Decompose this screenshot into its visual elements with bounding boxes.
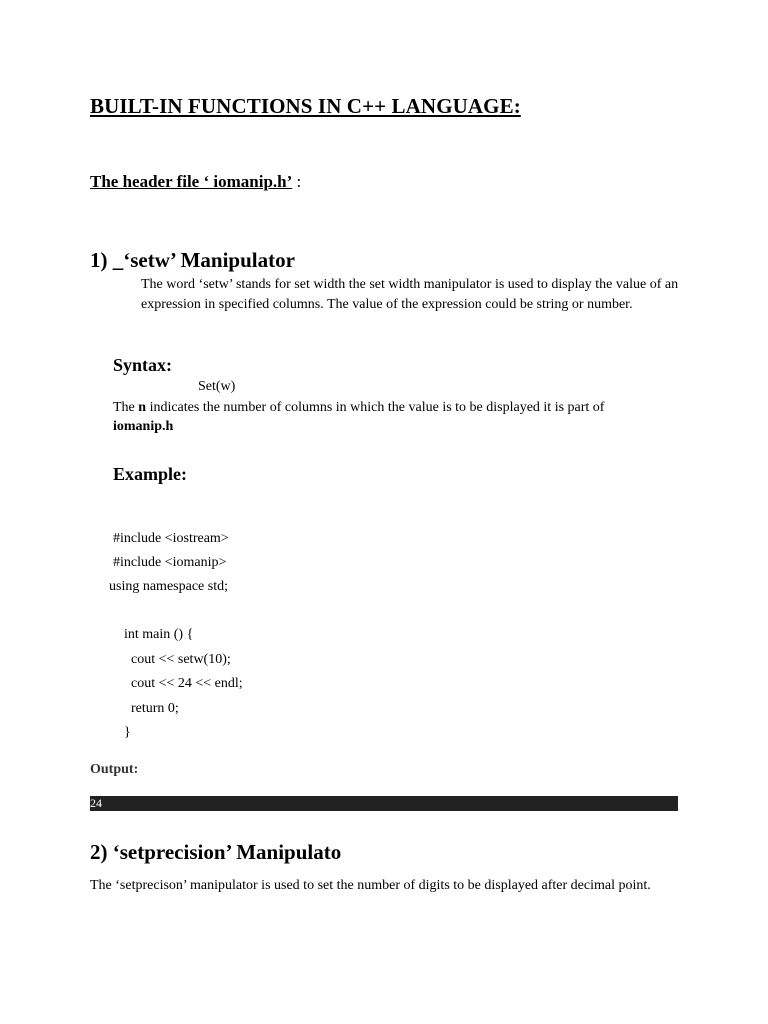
- code-line: #include <iostream>: [113, 531, 229, 546]
- code-line: cout << setw(10);: [131, 652, 231, 667]
- code-line: }: [124, 725, 131, 740]
- code-line: cout << 24 << endl;: [131, 676, 243, 691]
- syntax-note: [113, 398, 604, 418]
- header-file-label: The header file ‘ iomanip.h’: [90, 172, 293, 191]
- section2-description: The ‘setprecison’ manipulator is used to set the number of digits to be displayed after decimal point.: [90, 878, 651, 893]
- header-file-heading: [90, 172, 301, 192]
- code-line: int main () {: [124, 627, 194, 642]
- syntax-heading: Syntax:: [113, 355, 173, 375]
- syntax-note-pre: The: [113, 400, 139, 415]
- code-line: #include <iomanip>: [113, 555, 227, 570]
- header-file-colon: :: [292, 172, 302, 191]
- output-value: 24: [90, 796, 102, 810]
- syntax-note-bold: n: [138, 400, 147, 415]
- syntax-code: Set(w): [198, 379, 236, 394]
- section1-underscore: _: [107, 248, 124, 272]
- document-title: BUILT-IN FUNCTIONS IN C++ LANGUAGE:: [90, 94, 521, 118]
- example-heading: Example:: [113, 464, 187, 484]
- output-label: Output:: [90, 762, 139, 777]
- code-line: using namespace std;: [109, 579, 228, 594]
- section1-title: ‘setw’ Manipulator: [123, 248, 295, 272]
- section1-description: The word ‘setw’ stands for set width the set width manipulator is used to display the value of an expression in specified columns. The value of the expression could be string or number.: [141, 277, 679, 312]
- syntax-note-file: iomanip.h: [113, 419, 174, 434]
- section1-heading: [90, 248, 295, 273]
- output-box: [90, 796, 678, 811]
- syntax-note-post: indicates the number of columns in which the value is to be displayed it is part of: [146, 400, 605, 415]
- code-line: return 0;: [131, 701, 179, 716]
- section2-heading: 2) ‘setprecision’ Manipulato: [90, 840, 342, 864]
- section1-number: 1): [90, 248, 108, 272]
